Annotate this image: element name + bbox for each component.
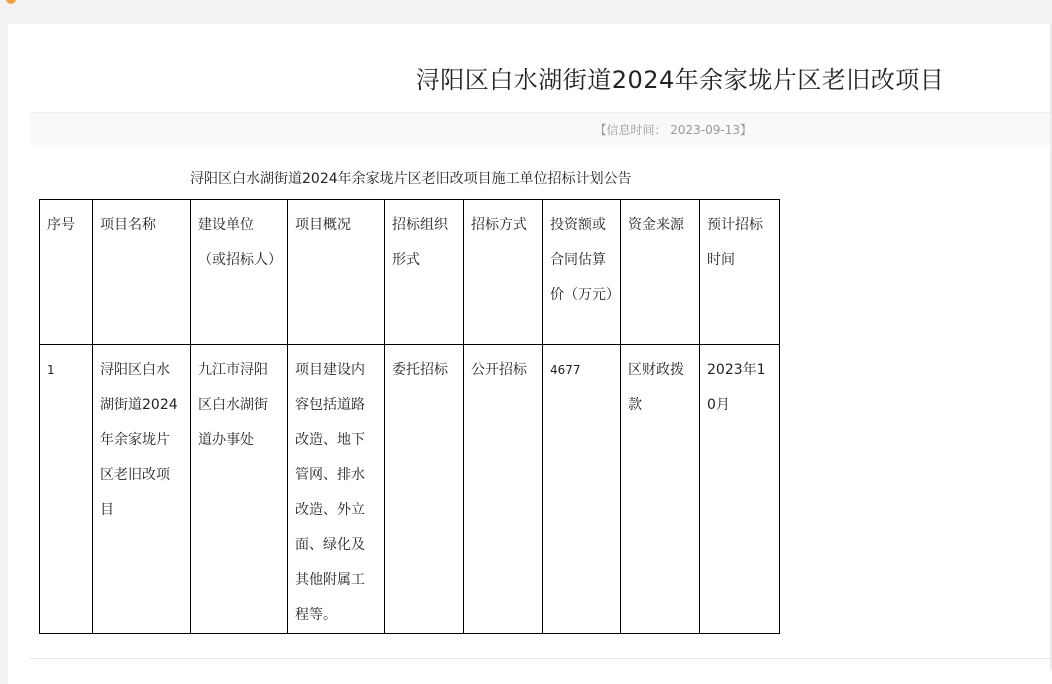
header-cell-organization-form: 招标组织形式	[385, 200, 464, 345]
table-header-row	[40, 200, 780, 345]
header-cell-bidding-method: 招标方式	[464, 200, 543, 345]
header-cell-overview: 项目概况	[288, 200, 385, 345]
corner-mark	[6, 0, 16, 4]
cell-overview: 项目建设内容包括道路改造、地下管网、排水改造、外立面、绿化及其他附属工程等。	[288, 345, 385, 634]
cell-fund-source: 区财政拨款	[621, 345, 700, 634]
page-title: 浔阳区白水湖街道2024年余家垅片区老旧改项目	[415, 66, 945, 94]
cell-bidding-time: 2023年10月	[700, 345, 780, 634]
divider	[30, 658, 1052, 659]
header-cell-fund-source: 资金来源	[621, 200, 700, 345]
header-cell-investment: 投资额或合同估算价（万元）	[543, 200, 621, 345]
cell-organization-form: 委托招标	[385, 345, 464, 634]
announcement-title: 浔阳区白水湖街道2024年余家垅片区老旧改项目施工单位招标计划公告	[190, 171, 632, 187]
info-bar	[30, 112, 1052, 145]
header-cell-project-name: 项目名称	[93, 200, 191, 345]
cell-index: 1	[40, 345, 93, 634]
header-cell-bidding-time: 预计招标时间	[700, 200, 780, 345]
publish-date: 【信息时间： 2023-09-13】	[594, 123, 752, 137]
bidding-plan-table	[39, 199, 780, 634]
header-cell-builder: 建设单位（或招标人）	[191, 200, 288, 345]
table-row	[40, 345, 780, 634]
article-card	[8, 24, 1052, 684]
cell-project-name: 浔阳区白水湖街道2024年余家垅片区老旧改项目	[93, 345, 191, 634]
cell-investment: 4677	[543, 345, 621, 634]
header-cell-index: 序号	[40, 200, 93, 345]
cell-bidding-method: 公开招标	[464, 345, 543, 634]
cell-builder: 九江市浔阳区白水湖街道办事处	[191, 345, 288, 634]
